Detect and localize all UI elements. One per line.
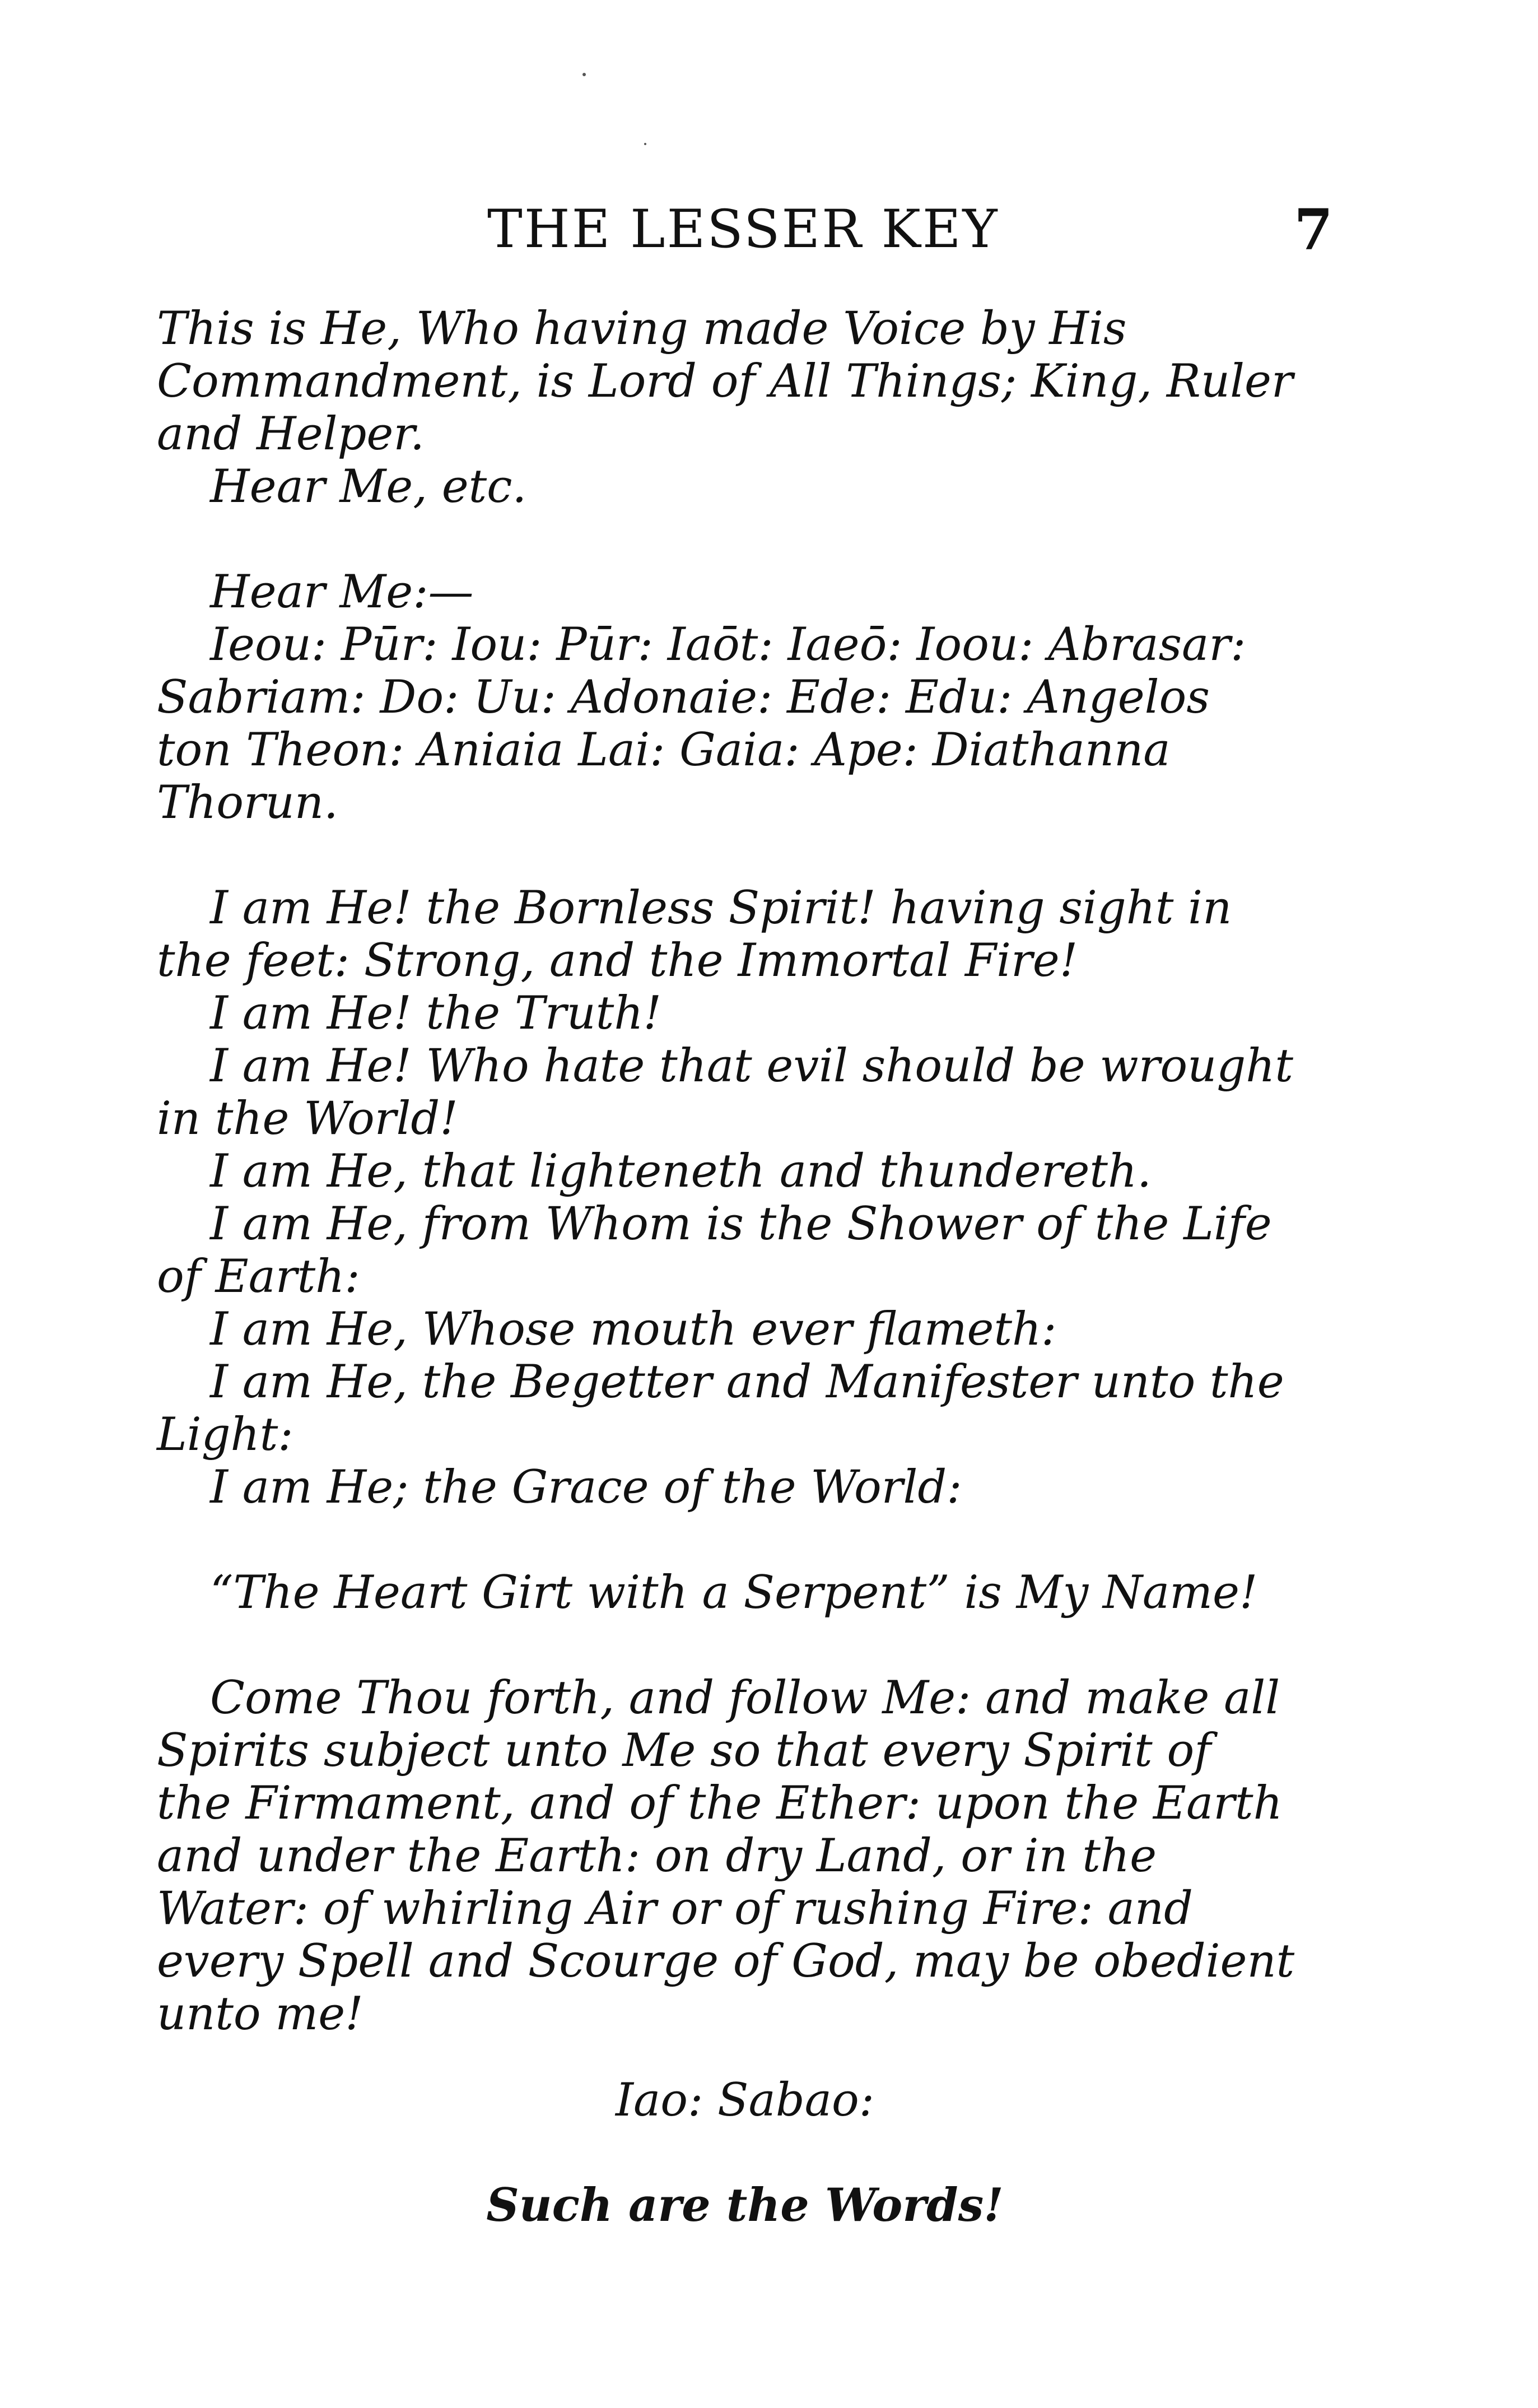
invocation-line: Iao: Sabao: (615, 2074, 875, 2127)
text-line: the feet: Strong, and the Immortal Fire! (157, 935, 1078, 987)
text-line: I am He, from Whom is the Shower of the Life (210, 1198, 1272, 1251)
text-line: in the World! (157, 1093, 458, 1145)
paragraph-gap (157, 1619, 1333, 1672)
paragraph-gap (157, 513, 1333, 566)
text-line: ton Theon: Aniaia Lai: Gaia: Ape: Diathanna (157, 724, 1171, 777)
text-line: the Firmament, and of the Ether: upon the Earth (157, 1777, 1283, 1830)
text-line: I am He, that lighteneth and thundereth. (210, 1145, 1152, 1198)
paragraph-4 (157, 1672, 1333, 2040)
name-line: “The Heart Girt with a Serpent” is My Name! (210, 1566, 1258, 1619)
text-line: Come Thou forth, and follow Me: and make all (210, 1672, 1280, 1724)
text-line: and under the Earth: on dry Land, or in the (157, 1830, 1157, 1882)
running-head: THE LESSER KEY (487, 199, 999, 260)
text-line: Ieou: Pūr: Iou: Pūr: Iaōt: Iaeō: Ioou: Abrasar: (210, 619, 1246, 671)
text-line: I am He, the Begetter and Manifester unto the (210, 1356, 1284, 1408)
text-line: every Spell and Scourge of God, may be obedient (157, 1935, 1295, 1988)
text-line: Water: of whirling Air or of rushing Fire: and (157, 1882, 1193, 1935)
text-line: I am He, Whose mouth ever flameth: (210, 1303, 1057, 1356)
text-line: I am He; the Grace of the World: (210, 1461, 962, 1514)
paragraph-1 (157, 303, 1333, 513)
text-line: This is He, Who having made Voice by His (157, 303, 1127, 355)
paragraph-gap (157, 829, 1333, 882)
text-line: Sabriam: Do: Uu: Adonaie: Ede: Edu: Angelos (157, 671, 1210, 724)
page-body (157, 303, 1333, 2232)
text-line: Hear Me, etc. (210, 461, 527, 513)
text-line: Thorun. (157, 777, 338, 829)
closing-line: Such are the Words! (486, 2179, 1004, 2232)
paragraph-gap (157, 2127, 1333, 2179)
paragraph-2 (157, 566, 1333, 829)
print-speck (582, 73, 586, 76)
paragraph-gap (157, 1514, 1333, 1566)
text-line: Hear Me:— (210, 566, 474, 619)
text-line: I am He! the Truth! (210, 987, 662, 1040)
text-line: of Earth: (157, 1251, 360, 1303)
page-number: 7 (1294, 197, 1333, 263)
paragraph-3 (157, 882, 1333, 1514)
text-line: Spirits subject unto Me so that every Spirit of (157, 1724, 1211, 1777)
text-line: Light: (157, 1408, 293, 1461)
paragraph-gap (157, 2040, 1333, 2074)
print-speck (644, 143, 646, 145)
text-line: and Helper. (157, 408, 425, 461)
text-line: I am He! Who hate that evil should be wrought (210, 1040, 1293, 1093)
text-line: I am He! the Bornless Spirit! having sight in (210, 882, 1232, 935)
page-header (157, 199, 1333, 261)
text-line: unto me! (157, 1988, 363, 2040)
text-line: Commandment, is Lord of All Things; King, Ruler (157, 355, 1293, 408)
